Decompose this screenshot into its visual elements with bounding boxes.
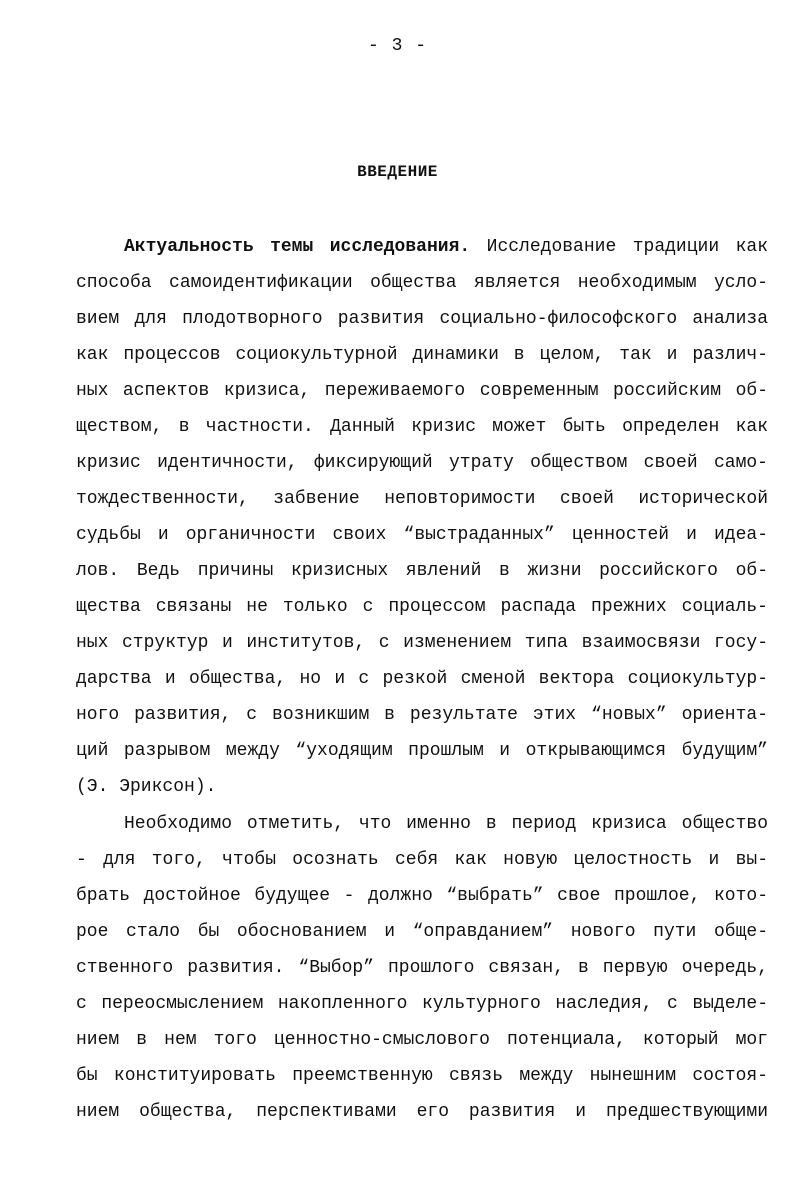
paragraph-line: ществом, в частности. Данный кризис может быть определен как: [76, 417, 768, 437]
paragraph-line: нием в нем того ценностно-смыслового потенциала, который мог: [76, 1030, 768, 1050]
paragraph-relevance: [76, 229, 768, 805]
paragraph-line: щества связаны не только с процессом распада прежних социаль-: [76, 597, 768, 617]
paragraph-line: нием общества, перспективами его развития и предшествующими: [76, 1102, 768, 1122]
paragraph-line: ственного развития. “Выбор” прошлого связан, в первую очередь,: [76, 958, 768, 978]
paragraph-line: судьбы и органичности своих “выстраданных” ценностей и идеа-: [76, 525, 768, 545]
paragraph-line: [76, 229, 768, 265]
paragraph-line: как процессов социокультурной динамики в целом, так и различ-: [76, 345, 768, 365]
paragraph-crisis-choice: [76, 806, 768, 1130]
page-number: - 3 -: [367, 36, 427, 56]
paragraph-line: рое стало бы обоснованием и “оправданием” нового пути обще-: [76, 922, 768, 942]
paragraph-line: ций разрывом между “уходящим прошлым и открывающимся будущим”: [76, 741, 768, 761]
section-heading: ВВЕДЕНИЕ: [357, 163, 438, 181]
paragraph-line: с переосмыслением накопленного культурного наследия, с выделе-: [76, 994, 768, 1014]
paragraph-line-text: Исследование традиции как: [486, 237, 768, 257]
paragraph-line: ных аспектов кризиса, переживаемого современным российским об-: [76, 381, 768, 401]
paragraph-line: дарства и общества, но и с резкой сменой вектора социокультур-: [76, 669, 768, 689]
paragraph-line: вием для плодотворного развития социально-философского анализа: [76, 309, 768, 329]
paragraph-line: тождественности, забвение неповторимости своей исторической: [76, 489, 768, 509]
paragraph-line: лов. Ведь причины кризисных явлений в жизни российского об-: [76, 561, 768, 581]
paragraph-line: брать достойное будущее - должно “выбрать” свое прошлое, кото-: [76, 886, 768, 906]
paragraph-line: кризис идентичности, фиксирующий утрату обществом своей само-: [76, 453, 768, 473]
paragraph-line: ного развития, с возникшим в результате этих “новых” ориента-: [76, 705, 768, 725]
paragraph-line: Необходимо отметить, что именно в период кризиса общество: [124, 814, 768, 834]
paragraph-line: ных структур и институтов, с изменением типа взаимосвязи госу-: [76, 633, 768, 653]
paragraph-line: способа самоидентификации общества является необходимым усло-: [76, 273, 768, 293]
paragraph-line: бы конституировать преемственную связь между нынешним состоя-: [76, 1066, 768, 1086]
paragraph-lead-bold: Актуальность темы исследования.: [124, 237, 471, 257]
paragraph-line: - для того, чтобы осознать себя как новую целостность и вы-: [76, 850, 768, 870]
paragraph-line: (Э. Эриксон).: [76, 777, 217, 797]
